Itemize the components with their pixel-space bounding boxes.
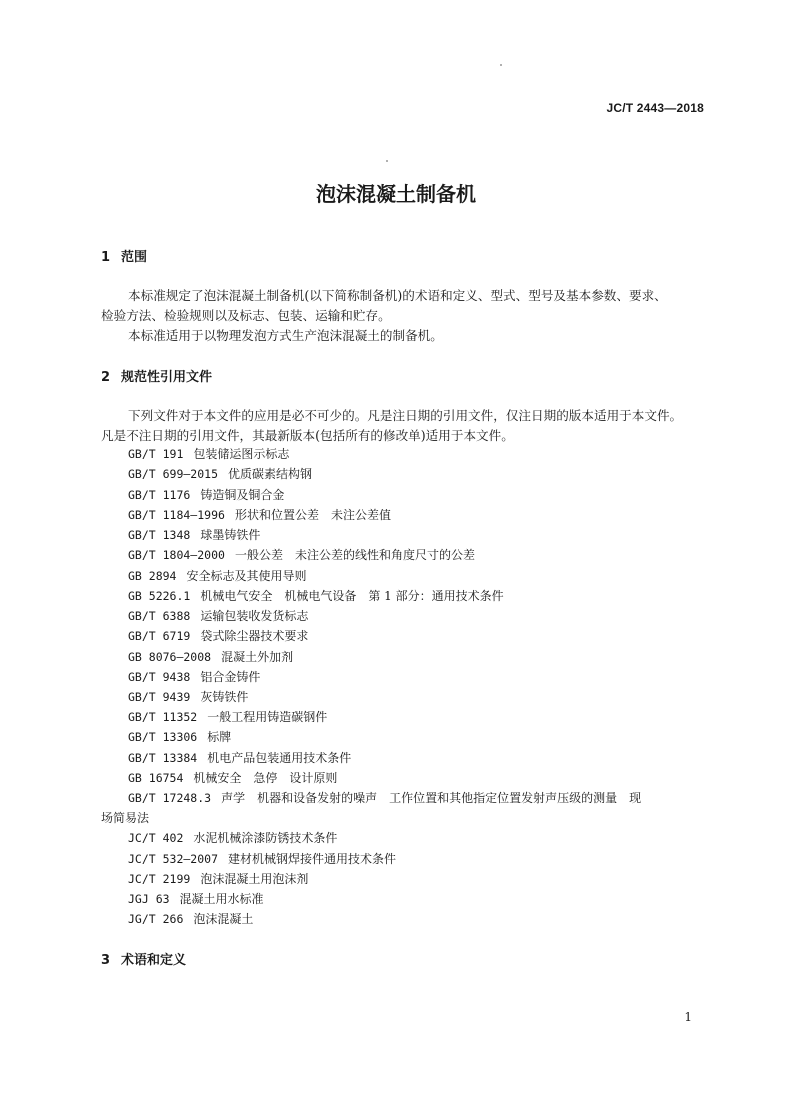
page-number: 1: [684, 1010, 692, 1024]
reference-item: [128, 546, 475, 563]
reference-item: [128, 506, 391, 523]
reference-item: [128, 486, 284, 503]
reference-title: 水泥机械涂漆防锈技术条件: [193, 831, 338, 845]
reference-title: 泡沫混凝土: [193, 912, 254, 926]
reference-title: 建材机械钢焊接件通用技术条件: [228, 852, 397, 866]
reference-code: GB/T 1184—1996: [128, 508, 225, 522]
section-title: 范围: [121, 250, 148, 265]
reference-title: 混凝土用水标准: [179, 892, 264, 906]
reference-title: 铝合金铸件: [200, 670, 261, 684]
reference-item: [128, 445, 289, 462]
reference-title: 机械电气安全 机械电气设备 第 1 部分：通用技术条件: [200, 589, 504, 603]
reference-item: [128, 587, 504, 604]
scan-speck: [500, 64, 502, 66]
reference-title: 灰铸铁件: [200, 690, 249, 704]
reference-title: 球墨铸铁件: [200, 528, 261, 542]
reference-item: [128, 749, 351, 766]
reference-item: [128, 648, 293, 665]
reference-code: JG/T 266: [128, 912, 184, 926]
reference-code: GB/T 1176: [128, 488, 191, 502]
reference-title: 一般工程用铸造碳钢件: [207, 710, 328, 724]
paragraph: 检验方法、检验规则以及标志、包装、运输和贮存。: [101, 308, 391, 323]
reference-title: 袋式除尘器技术要求: [200, 629, 309, 643]
section-1-heading: [101, 246, 147, 265]
reference-item: [128, 870, 308, 887]
reference-code: JC/T 2199: [128, 872, 191, 886]
reference-code: GB 5226.1: [128, 589, 191, 603]
document-title: 泡沫混凝土制备机: [316, 182, 476, 206]
section-title: 规范性引用文件: [121, 370, 213, 385]
reference-item: [128, 728, 231, 745]
reference-title: 运输包装收发货标志: [200, 609, 309, 623]
standard-code: JC/T 2443—2018: [606, 101, 704, 115]
reference-title: 机械安全 急停 设计原则: [193, 771, 338, 785]
reference-code: GB 2894: [128, 569, 177, 583]
reference-item: [128, 567, 306, 584]
reference-code: GB/T 11352: [128, 710, 198, 724]
reference-title: 铸造铜及铜合金: [200, 488, 285, 502]
reference-item: [128, 668, 260, 685]
reference-continuation: 场简易法: [101, 811, 150, 825]
reference-code: GB/T 9439: [128, 690, 191, 704]
reference-code: GB 16754: [128, 771, 184, 785]
reference-item: [128, 910, 253, 927]
reference-code: JC/T 532—2007: [128, 852, 219, 866]
reference-item: [128, 526, 260, 543]
reference-item: [128, 789, 641, 806]
scan-speck: [386, 160, 388, 162]
reference-item: [128, 708, 327, 725]
reference-title: 安全标志及其使用导则: [186, 569, 307, 583]
reference-item: [128, 607, 308, 624]
paragraph: 本标准适用于以物理发泡方式生产泡沫混凝土的制备机。: [128, 328, 443, 343]
section-2-heading: [101, 366, 212, 385]
reference-item: [128, 829, 337, 846]
reference-title: 优质碳素结构钢: [228, 467, 313, 481]
section-number: 1: [101, 250, 111, 265]
section-3-heading: [101, 949, 186, 968]
reference-title: 泡沫混凝土用泡沫剂: [200, 872, 309, 886]
reference-code: GB/T 1348: [128, 528, 191, 542]
section-number: 3: [101, 953, 111, 968]
reference-code: GB/T 1804—2000: [128, 548, 225, 562]
reference-title: 声学 机器和设备发射的噪声 工作位置和其他指定位置发射声压级的测量 现: [221, 791, 642, 805]
reference-title: 包装储运图示标志: [193, 447, 290, 461]
reference-title: 机电产品包装通用技术条件: [207, 751, 352, 765]
reference-code: GB/T 6719: [128, 629, 191, 643]
paragraph: 本标准规定了泡沫混凝土制备机(以下简称制备机)的术语和定义、型式、型号及基本参数、要求、: [128, 288, 667, 303]
reference-code: GB/T 17248.3: [128, 791, 212, 805]
reference-code: JC/T 402: [128, 831, 184, 845]
section-number: 2: [101, 370, 111, 385]
paragraph: 下列文件对于本文件的应用是必不可少的。凡是注日期的引用文件，仅注日期的版本适用于本文件。: [128, 408, 683, 423]
reference-title: 形状和位置公差 未注公差值: [234, 508, 391, 522]
reference-code: GB/T 6388: [128, 609, 191, 623]
reference-title: 标牌: [207, 730, 232, 744]
reference-item: [128, 688, 248, 705]
paragraph: 凡是不注日期的引用文件，其最新版本(包括所有的修改单)适用于本文件。: [101, 428, 514, 443]
reference-code: GB 8076—2008: [128, 650, 212, 664]
reference-code: GB/T 9438: [128, 670, 191, 684]
reference-code: GB/T 13384: [128, 751, 198, 765]
reference-code: JGJ 63: [128, 892, 170, 906]
reference-item: [128, 769, 337, 786]
reference-title: 一般公差 未注公差的线性和角度尺寸的公差: [234, 548, 475, 562]
reference-code: GB/T 191: [128, 447, 184, 461]
reference-code: GB/T 699—2015: [128, 467, 219, 481]
section-title: 术语和定义: [121, 953, 187, 968]
reference-code: GB/T 13306: [128, 730, 198, 744]
reference-item: [128, 850, 396, 867]
reference-item: [128, 465, 312, 482]
reference-item: [128, 627, 308, 644]
reference-title: 混凝土外加剂: [221, 650, 294, 664]
reference-item: [128, 890, 264, 907]
